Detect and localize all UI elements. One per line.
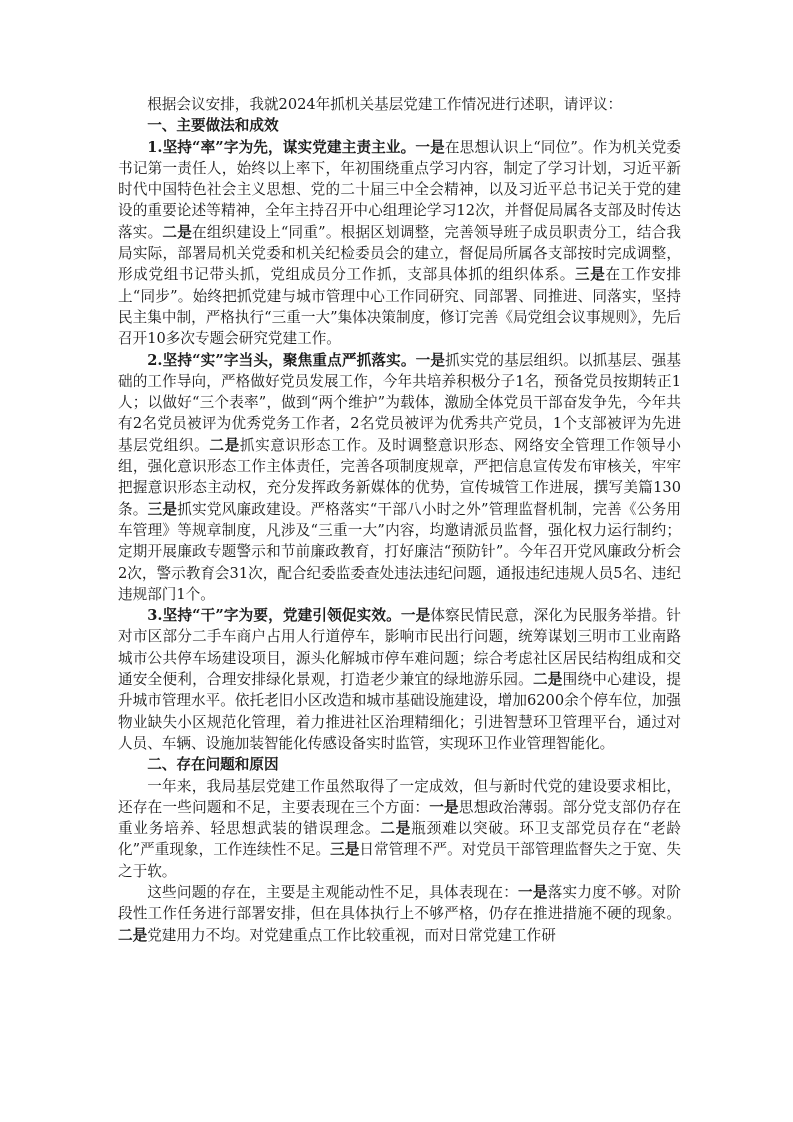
point-text: 抓实党的基层组织。以抓基层、强基础的工作导向，严格做好党员发展工作，今年共培养积极分子1名，预备党员按期转正1人；以做好“三个表率”，做到“两个维护”为载体，激励全体党员干部奋发争先，今年共有2名党员被评为优秀党务工作者，2名党员被评为优秀共产党员，1个支部被评为先进基层党组织。 [118,351,681,454]
point-text: 日常管理不严。对党员干部管理监督失之于宽、失之于软。 [118,841,681,880]
point-label: 三是 [147,500,178,518]
point-label: 二是 [532,671,563,689]
point-label: 一是 [415,351,446,369]
item-paragraph-1 [118,137,681,350]
section-heading-1: 一、主要做法和成效 [147,117,279,135]
causes-paragraph [118,882,681,946]
point-label: 二是 [162,223,193,241]
lead-text: 这些问题的存在，主要是主观能动性不足，具体表现在： [147,883,519,901]
item-title: 2.坚持“实”字当头，聚焦重点严抓落实。 [147,351,416,369]
point-text: 瓶颈难以突破。环卫支部党员存在“老龄化”严重现象，工作连续性不足。 [118,820,681,859]
point-text: 党建用力不均。对党建重点工作比较重视，而对日常党建工作研 [147,926,556,944]
item-paragraph-3 [118,605,681,754]
point-label: 二是 [209,436,240,454]
document-page [118,94,681,946]
item-title: 1.坚持“率”字为先，谋实党建主责主业。 [147,138,416,156]
point-text: 抓实党风廉政建设。严格落实“干部八小时之外”管理监督机制，完善《公务用车管理》等规章制度，凡涉及“三重一大”内容，均邀请派员监督，强化权力运行制约；定期开展廉政专题警示和节前廉政教育，打好廉洁“预防针”。今年召开党风廉政分析会2次，警示教育会31次，配合纪委监委查处违法违纪问题，通报违纪违规人员5名、违纪违规部门1个。 [118,500,681,603]
point-label: 三是 [330,841,360,859]
section-heading-2: 二、存在问题和原因 [147,756,279,774]
item-title: 3.坚持“干”字为要，党建引领促实效。 [147,607,401,625]
lead-text: 一年来，我局基层党建工作虽然取得了一定成效，但与新时代党的建设要求相比，还存在一些问题和不足，主要表现在三个方面： [118,777,681,816]
point-text: 体察民情民意，深化为民服务举措。针对市区部分二手车商户占用人行道停车，影响市民出行问题，统筹谋划三明市工业南路城市公共停车场建设项目，源头化解城市停车难问题；综合考虑社区居民结构组成和交通安全便利，合理安排绿化景观，打造老少兼宜的绿地游乐园。 [118,607,681,689]
point-label: 一是 [400,607,431,625]
problems-paragraph [118,776,681,882]
point-label: 二是 [118,926,148,944]
point-label: 三是 [574,266,606,284]
point-text: 落实力度不够。对阶段性工作任务进行部署安排，但在具体执行上不够严格，仍存在推进措施不硬的现象。 [118,883,681,923]
point-text: 在组织建设上“同重”。根据区划调整，完善领导班子成员职责分工，结合我局实际，部署局机关党委和机关纪检委员会的建立，督促局所属各支部按时完成调整，形成党组书记带头抓，党组成员分工作抓，支部具体抓的组织体系。 [118,223,681,284]
point-text: 在思想认识上“同位”。作为机关党委书记第一责任人，始终以上率下，年初围绕重点学习内容，制定了学习计划，习近平新时代中国特色社会主义思想、党的二十届三中全会精神，以及习近平总书记关于党的建设的重要论述等精神，全年主持召开中心组理论学习12次，并督促局属各支部及时传达落实。 [118,138,681,241]
point-text: 思想政治薄弱。部分党支部仍存在重业务培养、轻思想武装的错误理念。 [118,798,681,838]
point-label: 二是 [380,820,412,838]
item-paragraph-2 [118,350,681,606]
intro-paragraph: 根据会议安排，我就2024年抓机关基层党建工作情况进行述职，请评议： [147,96,623,113]
point-label: 一是 [415,138,445,156]
point-text: 围绕中心建设，提升城市管理水平。依托老旧小区改造和城市基础设施建设，增加6200余个停车位，加强物业缺失小区规范化管理，着力推进社区治理精细化；引进智慧环卫管理平台，通过对人员、车辆、设施加装智能化传感设备实时监管，实现环卫作业管理智能化。 [118,671,681,752]
point-label: 一是 [429,798,459,816]
point-label: 一是 [518,883,548,901]
point-text: 抓实意识形态工作。及时调整意识形态、网络安全管理工作领导小组，强化意识形态工作主体责任，完善各项制度规章，严把信息宣传发布审核关，牢牢把握意识形态主动权，充分发挥政务新媒体的优势，宣传城管工作进展，撰写美篇130条。 [118,436,681,518]
point-text: 在工作安排上“同步”。始终把抓党建与城市管理中心工作同研究、同部署、同推进、同落实，坚持民主集中制，严格执行“三重一大”集体决策制度，修订完善《局党组会议事规则》，先后召开10多次专题会研究党建工作。 [118,266,681,348]
